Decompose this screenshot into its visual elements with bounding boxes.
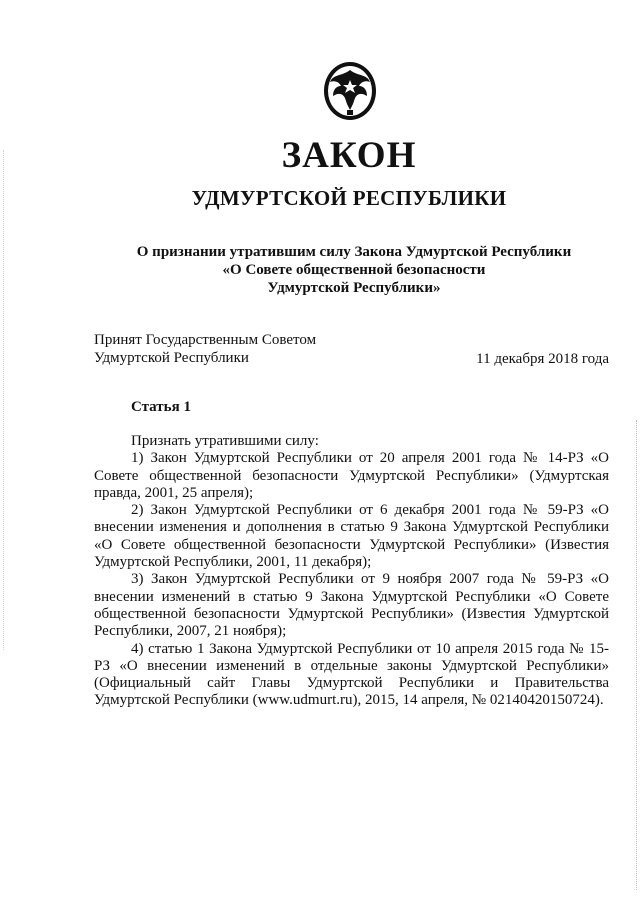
law-name-line: «О Совете общественной безопасности: [222, 262, 486, 278]
article-paragraph: 2) Закон Удмуртской Республики от 6 декабря 2001 года № 59-РЗ «О внесении изменения и дополнения в статью 9 Закона Удмуртской Республики «О Совете общественной безопасности Удмуртской Республики» (Известия Удмуртской Республики, 2001, 11 декабря);: [94, 502, 609, 571]
scan-edge-mark: [634, 420, 637, 890]
document-title: ЗАКОН: [281, 135, 417, 176]
law-name: [96, 243, 612, 297]
law-name-line: Удмуртской Республики»: [267, 280, 441, 296]
adoption-statement: [94, 331, 316, 367]
adoption-line: Удмуртской Республики: [94, 350, 249, 366]
law-name-line: О признании утратившим силу Закона Удмуртской Республики: [136, 244, 572, 260]
article-paragraph: Признать утратившими силу:: [131, 433, 319, 449]
coat-of-arms-emblem: [321, 58, 379, 122]
article-paragraph: 4) статью 1 Закона Удмуртской Республики от 10 апреля 2015 года № 15-РЗ «О внесении изменений в отдельные законы Удмуртской Республики» (Официальный сайт Главы Удмуртской Республики и Правительства Удмуртской Республики (www.udmurt.ru), 2015, 14 апреля, № 02140420150724).: [94, 640, 609, 709]
article-paragraph: 1) Закон Удмуртской Республики от 20 апреля 2001 года № 14-РЗ «О Совете общественной безопасности Удмуртской Республики» (Удмуртская правда, 2001, 25 апреля);: [94, 450, 609, 501]
article-paragraph: 3) Закон Удмуртской Республики от 9 ноября 2007 года № 59-РЗ «О внесении изменений в статью 9 Закона Удмуртской Республики «О Совете общественной безопасности Удмуртской Республики» (Известия Удмуртской Республики, 2007, 21 ноября);: [94, 571, 609, 640]
article-heading: Статья 1: [131, 399, 191, 415]
adoption-line: Принят Государственным Советом: [94, 332, 317, 348]
adoption-date: 11 декабря 2018 года: [476, 351, 609, 367]
scan-edge-mark-left: [3, 150, 6, 650]
article-body: [94, 433, 609, 710]
document-subtitle: УДМУРТСКОЙ РЕСПУБЛИКИ: [191, 186, 507, 210]
